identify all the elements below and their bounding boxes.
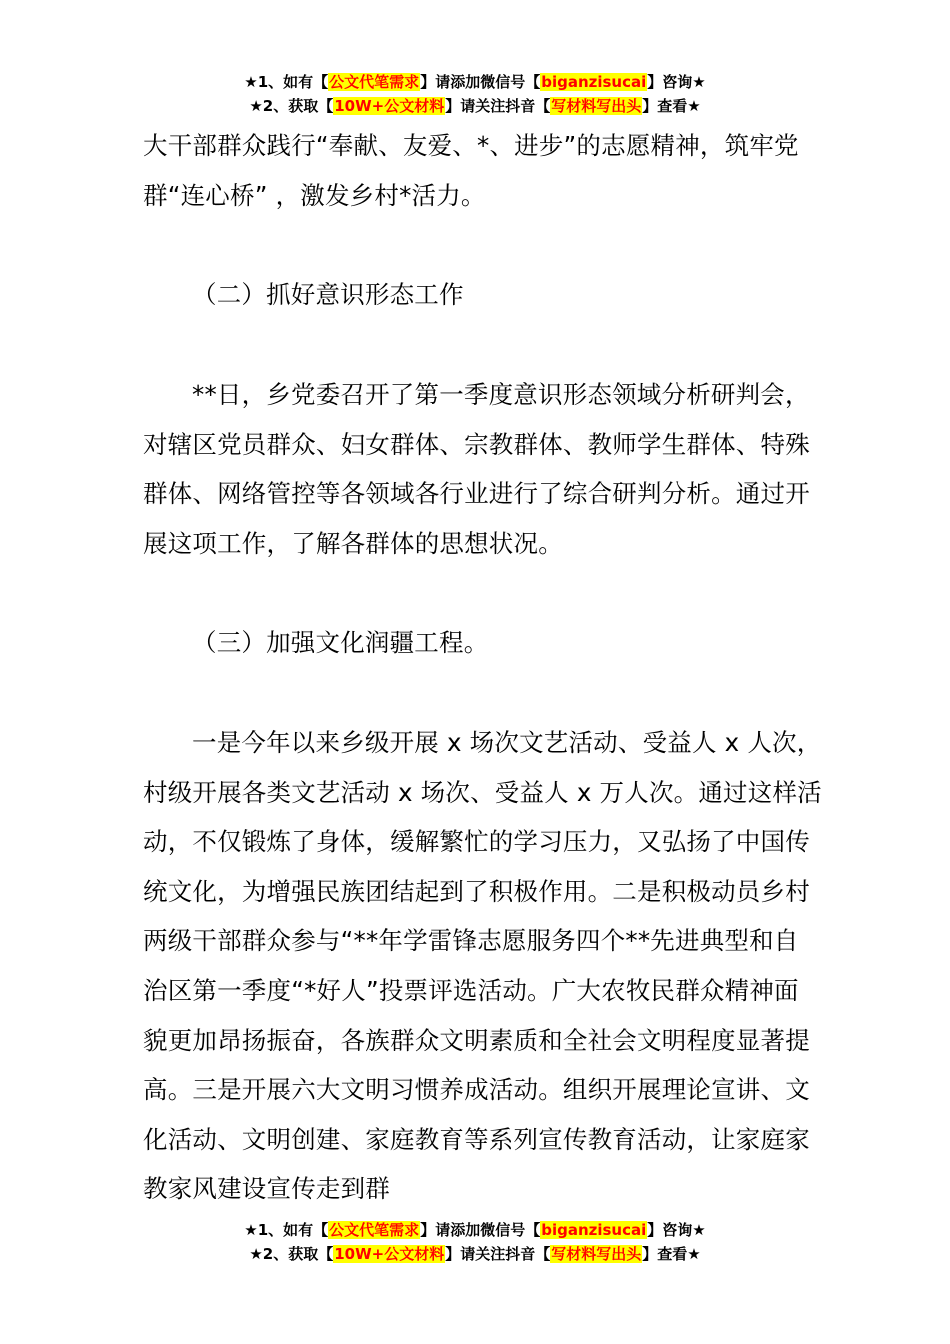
banner-line-1: ★1、如有【公文代笔需求】请添加微信号【biganzisucai】咨询★ <box>244 1221 706 1239</box>
paragraph: 一是今年以来乡级开展 x 场次文艺活动、受益人 x 人次，村级开展各类文艺活动 x 场次、受益人 x 万人次。通过这样活动，不仅锻炼了身体，缓解繁忙的学习压力，又弘扬了中国传统文化，为增强民族团结起到了积极作用。二是积极动员乡村两级干部群众参与“**年学雷锋志愿服务四个**先进典型和自治区第一季度“*好人”投票评选活动。广大农牧民群众精神面貌更加昂扬振奋，各族群众文明素质和全社会文明程度显著提高。三是开展六大文明习惯养成活动。组织开展理论宣讲、文化活动、文明创建、家庭教育等系列宣传教育活动，让家庭家教家风建设宣传走到群 <box>143 728 822 1204</box>
footer-banner <box>0 1218 950 1266</box>
header-banner <box>0 70 950 118</box>
banner-line-2: ★2、获取【10W+公文材料】请关注抖音【写材料写出头】查看★ <box>249 97 701 115</box>
banner-line-1: ★1、如有【公文代笔需求】请添加微信号【biganzisucai】咨询★ <box>244 73 706 91</box>
banner-highlight: 写材料写出头 <box>551 1245 642 1263</box>
banner-highlight: 写材料写出头 <box>551 97 642 115</box>
banner-line-2: ★2、获取【10W+公文材料】请关注抖音【写材料写出头】查看★ <box>249 1245 701 1263</box>
banner-highlight: biganzisucai <box>541 1221 647 1239</box>
banner-highlight: 公文代笔需求 <box>329 1221 420 1239</box>
paragraph: **日，乡党委召开了第一季度意识形态领域分析研判会，对辖区党员群众、妇女群体、宗教群体、教师学生群体、特殊群体、网络管控等各领域各行业进行了综合研判分析。通过开展这项工作，了解各群体的思想状况。 <box>143 380 810 558</box>
banner-highlight: biganzisucai <box>541 73 647 91</box>
banner-highlight: 10W+公文材料 <box>334 1245 445 1263</box>
section-heading: （二）抓好意识形态工作 <box>192 280 464 309</box>
paragraph: 大干部群众践行“奉献、友爱、*、进步”的志愿精神，筑牢党群“连心桥” ，激发乡村*活力。 <box>143 131 799 210</box>
section-heading: （三）加强文化润疆工程。 <box>192 628 489 657</box>
banner-highlight: 公文代笔需求 <box>329 73 420 91</box>
banner-highlight: 10W+公文材料 <box>334 97 445 115</box>
